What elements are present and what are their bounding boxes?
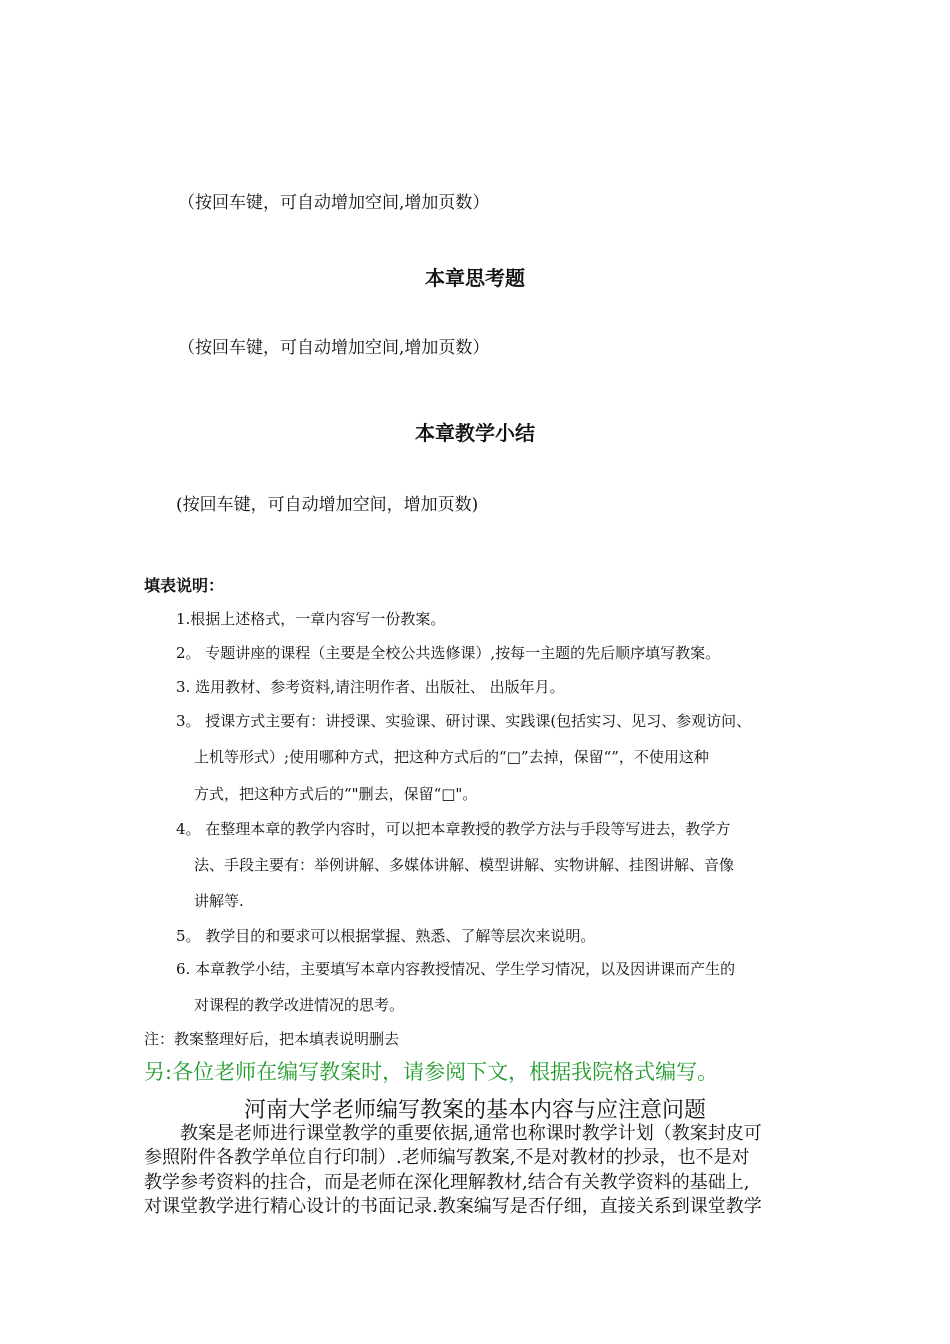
- instruction-item: 对课程的教学改进情况的思考。: [194, 996, 405, 1014]
- hint-text-2: （按回车键，可自动增加空间,增加页数）: [178, 338, 490, 358]
- article-line: 对课堂教学进行精心设计的书面记录.教案编写是否仔细，直接关系到课堂教学: [144, 1196, 762, 1217]
- article-title: 河南大学老师编写教案的基本内容与应注意问题: [243, 1098, 706, 1123]
- instruction-item: 1.根据上述格式，一章内容写一份教案。: [176, 610, 446, 628]
- green-note: 另:各位老师在编写教案时，请参阅下文，根据我院格式编写。: [144, 1060, 719, 1084]
- article-line: 教学参考资料的拄合，而是老师在深化理解教材,结合有关教学资料的基础上,: [144, 1172, 750, 1193]
- instruction-item: 4。 在整理本章的教学内容时，可以把本章教授的教学方法与手段等写进去，教学方: [176, 820, 731, 838]
- instruction-item: 3。 授课方式主要有：讲授课、实验课、研讨课、实践课(包括实习、见习、参观访问、: [176, 712, 752, 730]
- instruction-item: 2。 专题讲座的课程（主要是全校公共选修课）,按每一主题的先后顺序填写教案。: [176, 644, 721, 662]
- hint-text-3: (按回车键，可自动增加空间，增加页数): [176, 495, 479, 515]
- instructions-title: 填表说明：: [144, 576, 225, 595]
- instruction-item: 5。 教学目的和要求可以根据掌握、熟悉、了解等层次来说明。: [176, 927, 596, 945]
- instruction-item: 法、手段主要有：举例讲解、多媒体讲解、模型讲解、实物讲解、挂图讲解、音像: [194, 856, 735, 874]
- heading-teaching-summary: 本章教学小结: [415, 421, 535, 445]
- instruction-item: 讲解等.: [194, 892, 244, 910]
- instruction-item: 上机等形式）;使用哪种方式，把这种方式后的“□”去掉，保留“”，不使用这种: [194, 748, 709, 766]
- note-text: 注：教案整理好后，把本填表说明删去: [144, 1030, 400, 1048]
- hint-text-1: （按回车键，可自动增加空间,增加页数）: [178, 193, 490, 213]
- article-line: 教案是老师进行课堂教学的重要依据,通常也称课时教学计划（教案封皮可: [180, 1123, 762, 1144]
- instruction-item: 方式，把这种方式后的“"删去，保留“□"。: [194, 785, 478, 803]
- instruction-item: 6. 本章教学小结，主要填写本章内容教授情况、学生学习情况，以及因讲课而产生的: [176, 960, 736, 978]
- instruction-item: 3. 选用教材、参考资料,请注明作者、出版社、 出版年月。: [176, 678, 565, 696]
- heading-thinking-questions: 本章思考题: [425, 266, 525, 290]
- article-line: 参照附件各教学单位自行印制）.老师编写教案,不是对教材的抄录，也不是对: [144, 1147, 750, 1168]
